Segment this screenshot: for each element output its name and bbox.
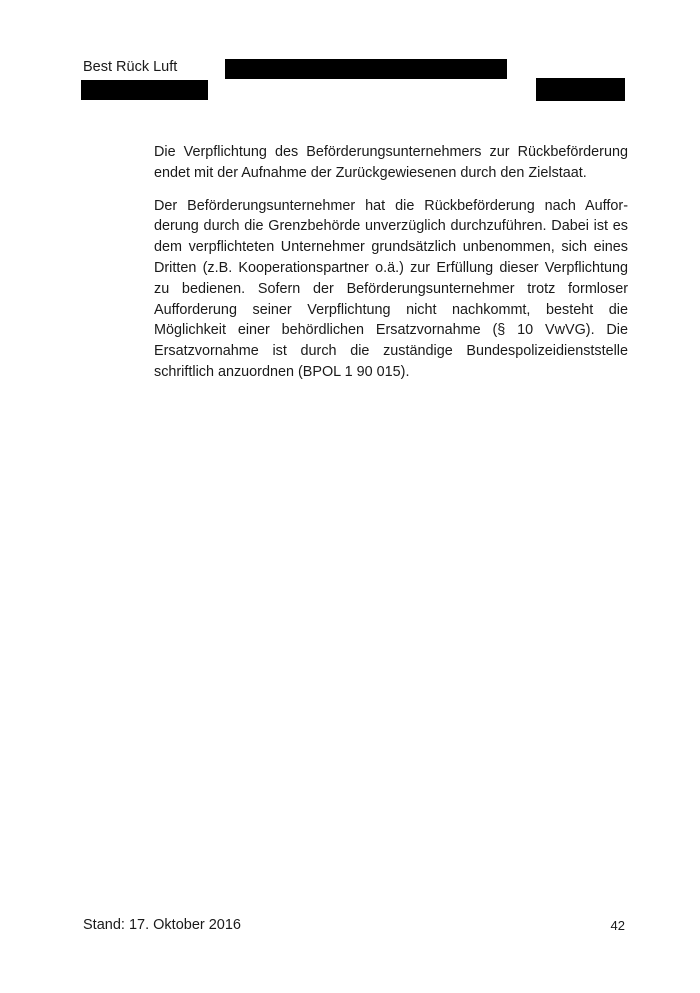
redaction-block-header-right bbox=[536, 78, 625, 101]
paragraph-2: Der Beförderungsunternehmer hat die Rückbeförderung nach Aufforderung durch die Grenzbehörde unverzüglich durchzuführen. Dabei ist es dem verpflichteten Unternehmer grundsätzlich unbenommen, sich eines Dritten (z.B. Kooperationspartner o.ä.) zur Erfüllung dieser Verpflichtung zu bedienen. Sofern der Beförderungsunternehmer trotz formloser Aufforderung seiner Verpflichtung nicht nachkommt, besteht die Möglichkeit einer behördlichen Ersatzvornahme (§ 10 VwVG). Die Ersatzvornahme ist durch die zuständige Bundespolizeidienststelle schriftlich anzuordnen (BPOL 1 90 015). bbox=[154, 197, 628, 380]
page-number: 42 bbox=[610, 918, 625, 933]
redaction-block-header-center bbox=[225, 59, 507, 79]
footer-date: Stand: 17. Oktober 2016 bbox=[83, 917, 241, 933]
redaction-block-header-left bbox=[81, 80, 208, 100]
header-title: Best Rück Luft bbox=[83, 59, 178, 75]
paragraph-1: Die Verpflichtung des Beförderungsunternehmers zur Rückbeförderung endet mit der Aufnahme der Zurückgewiesenen durch den Zielstaat. bbox=[154, 144, 628, 181]
body-text bbox=[154, 142, 628, 395]
